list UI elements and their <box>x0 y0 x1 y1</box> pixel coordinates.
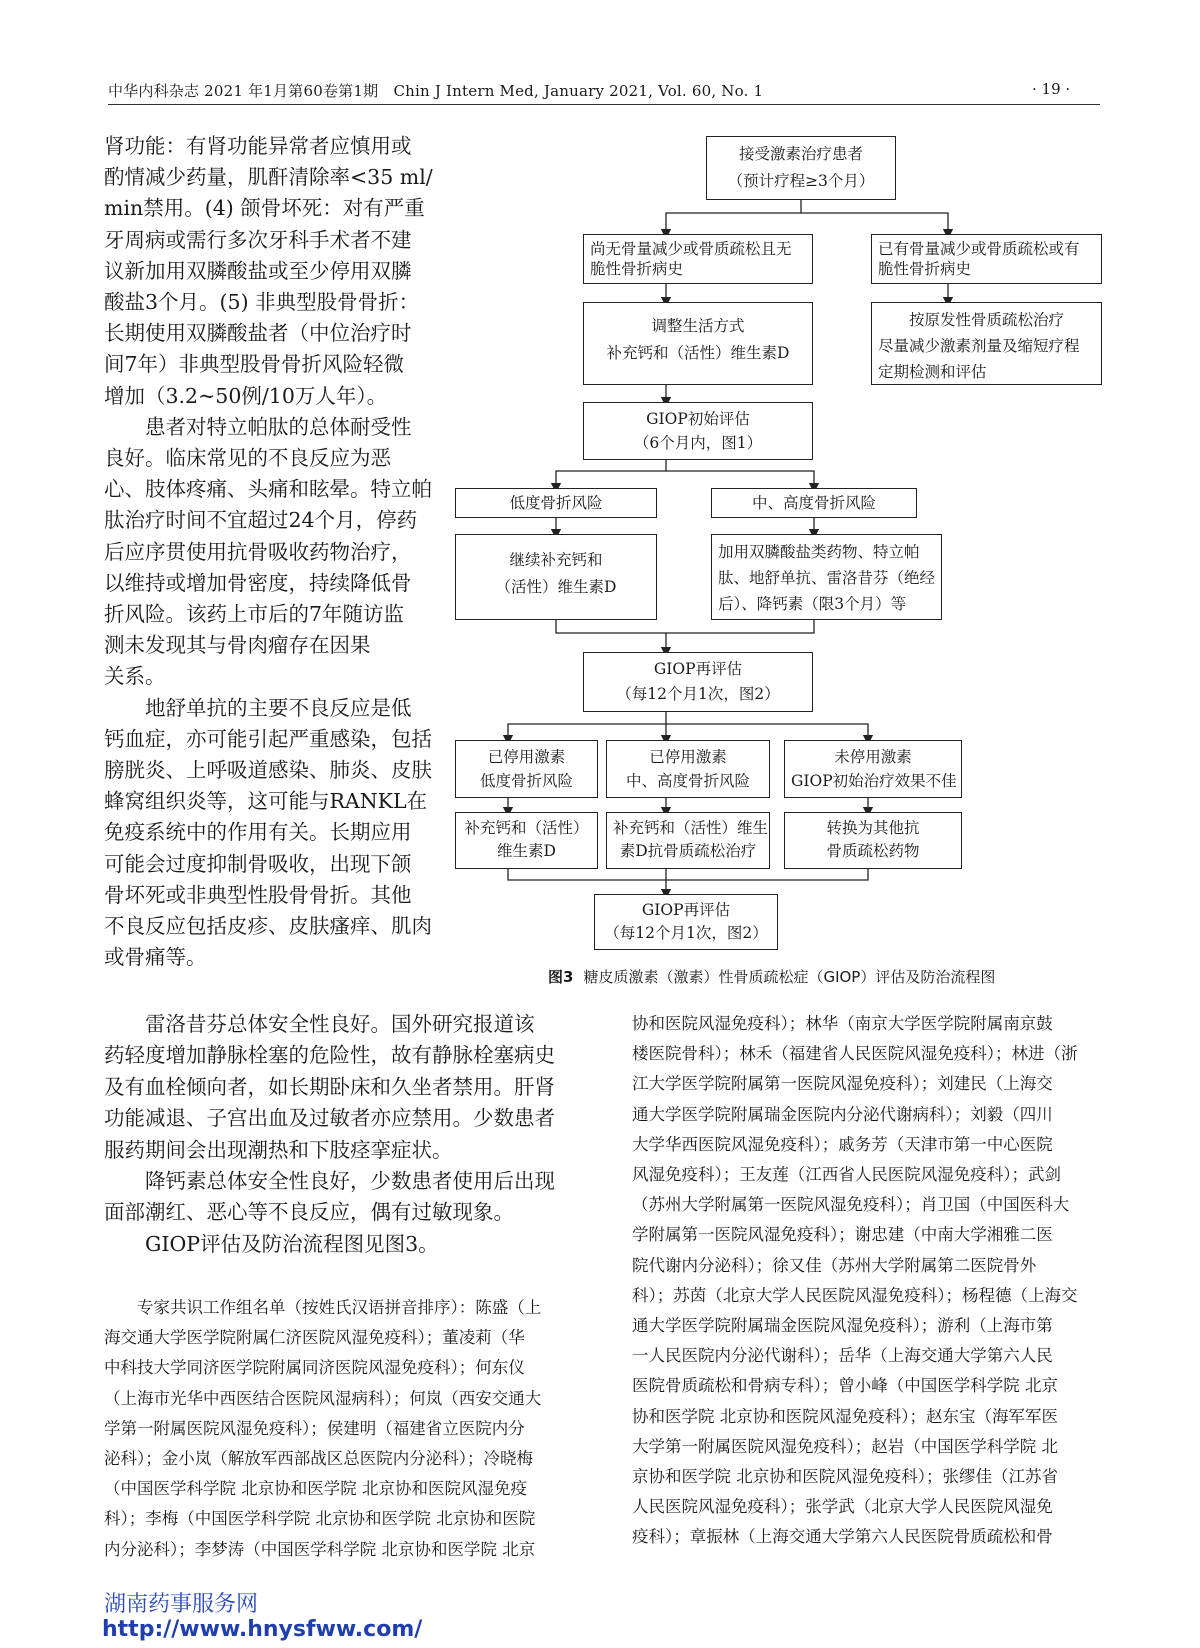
text-line: 增加（3.2~50例/10万人年）。 <box>104 383 388 408</box>
text-line: 或骨痛等。 <box>104 945 207 970</box>
text-line: 风湿免疫科）；王友莲（江西省人民医院风湿免疫科）；武剑 <box>632 1165 1061 1184</box>
text-line: 药轻度增加静脉栓塞的危险性，故有静脉栓塞病史 <box>104 1043 555 1068</box>
text-line: 降钙素总体安全性良好，少数患者使用后出现 <box>104 1169 555 1193</box>
flow-reeval-box-1: GIOP再评估 （每12个月1次，图2） <box>583 652 813 712</box>
figure-caption <box>548 966 995 987</box>
text-line: 服药期间会出现潮热和下肢痉挛症状。 <box>104 1137 453 1162</box>
flow-stopped-low-risk-box: 已停用激素 低度骨折风险 <box>455 740 598 798</box>
text-line: 大学第一附属医院风湿免疫科）；赵岩（中国医学科学院 北 <box>632 1436 1058 1456</box>
text-line: 科）；苏茵（北京大学人民医院风湿免疫科）；杨程德（上海交 <box>632 1285 1078 1305</box>
running-header: 中华内科杂志 2021 年1月第60卷第1期 Chin J Intern Med, January 2021, Vol. 60, No. 1 <box>108 82 764 100</box>
text-line: 良好。临床常见的不良反应为恶 <box>104 446 391 470</box>
text-line: 测未发现其与骨肉瘤存在因果 <box>104 633 371 658</box>
text-line: 钙血症，亦可能引起严重感染，包括 <box>104 726 432 751</box>
flow-low-risk-box: 低度骨折风险 <box>455 488 657 518</box>
text-line: 免疫系统中的作用有关。长期应用 <box>104 820 412 845</box>
text-line: 牙周病或需行多次牙科手术者不建 <box>104 227 412 252</box>
text-line: min禁用。(4) 颌骨坏死：对有严重 <box>104 196 425 221</box>
text-line: 学附属第一医院风湿免疫科）；谢忠建（中南大学湘雅二医 <box>632 1225 1053 1245</box>
text-line: 楼医院骨科）；林禾（福建省人民医院风湿免疫科）；林进（浙 <box>632 1044 1078 1064</box>
text-line: 院代谢内分泌科）；徐又佳（苏州大学附属第二医院骨外 <box>632 1255 1037 1275</box>
text-line: 通大学医学院附属瑞金医院风湿免疫科）；游利（上海市第 <box>632 1316 1053 1335</box>
text-line: 酌情减少药量，肌酐清除率<35 ml/ <box>104 165 433 190</box>
text-line: 疫科）；章振林（上海交通大学第六人民医院骨质疏松和骨 <box>632 1527 1053 1547</box>
text-line: 蜂窝组织炎等，这可能与RANKL在 <box>104 789 428 814</box>
text-line: 功能减退、子宫出血及过敏者亦应禁用。少数患者 <box>104 1106 555 1131</box>
text-line: 患者对特立帕肽的总体耐受性 <box>104 414 412 439</box>
watermark-url[interactable]: http://www.hnysfww.com/ <box>102 1617 423 1642</box>
flow-no-bone-loss-box: 尚无骨量减少或骨质疏松且无 脆性骨折病史 <box>583 234 813 284</box>
text-line: 面部潮红、恶心等不良反应，偶有过敏现象。 <box>104 1200 514 1225</box>
text-line: 京协和医学院 北京协和医院风湿免疫科）；张缪佳（江苏省 <box>632 1467 1058 1486</box>
text-line: 后应序贯使用抗骨吸收药物治疗， <box>104 539 412 564</box>
text-line: 协和医学院 北京协和医院风湿免疫科）；赵东宝（海军军医 <box>632 1406 1058 1426</box>
text-line: （上海市光华中西医结合医院风湿病科）；何岚（西安交通大 <box>104 1388 542 1408</box>
text-line: 专家共识工作组名单（按姓氏汉语拼音排序）：陈盛（上 <box>104 1298 542 1317</box>
text-line: 肾功能：有肾功能异常者应慎用或 <box>104 134 412 158</box>
text-line: （中国医学科学院 北京协和医学院 北京协和医院风湿免疫 <box>104 1479 527 1499</box>
text-line: 江大学医学院附属第一医院风湿免疫科）；刘建民（上海交 <box>632 1074 1053 1094</box>
text-line: 大学华西医院风湿免疫科）；戚务芳（天津市第一中心医院 <box>632 1134 1053 1154</box>
text-line: 肽治疗时间不宜超过24个月，停药 <box>104 508 418 533</box>
text-line: 不良反应包括皮疹、皮肤瘙痒、肌肉 <box>104 914 432 938</box>
flow-supplement-mid-box: 补充钙和（活性）维生 素D抗骨质疏松治疗 <box>606 812 770 869</box>
text-line: 雷洛昔芬总体安全性良好。国外研究报道该 <box>104 1012 535 1036</box>
figure-caption-text: 糖皮质激素（激素）性骨质疏松症（GIOP）评估及防治流程图 <box>583 968 996 986</box>
flow-switch-drug-box: 转换为其他抗 骨质疏松药物 <box>784 812 962 869</box>
text-line: 骨坏死或非典型性股骨骨折。其他 <box>104 882 412 907</box>
text-line: 酸盐3个月。(5) 非典型股骨骨折： <box>104 290 420 314</box>
text-line: 海交通大学医学院附属仁济医院风湿免疫科）；董凌莉（华 <box>104 1328 525 1348</box>
text-line: 及有血栓倾向者，如长期卧床和久坐者禁用。肝肾 <box>104 1074 555 1099</box>
flow-has-bone-loss-box: 已有骨量减少或骨质疏松或有 脆性骨折病史 <box>871 234 1102 284</box>
flow-stopped-mid-risk-box: 已停用激素 中、高度骨折风险 <box>606 740 770 798</box>
watermark-site-name: 湖南药事服务网 <box>104 1592 259 1617</box>
text-line: 可能会过度抑制骨吸收，出现下颌 <box>104 851 412 876</box>
figure-label: 图3 <box>548 968 574 986</box>
text-line: 以维持或增加骨密度，持续降低骨 <box>104 570 412 595</box>
flow-continue-calcium-box: 继续补充钙和 （活性）维生素D <box>455 534 657 620</box>
text-line: 人民医院风湿免疫科）；张学武（北京大学人民医院风湿免 <box>632 1497 1053 1517</box>
flow-initial-eval-box: GIOP初始评估 （6个月内，图1） <box>583 402 813 460</box>
text-line: 科）；李梅（中国医学科学院 北京协和医学院 北京协和医院 <box>104 1509 536 1529</box>
flow-add-drugs-box: 加用双膦酸盐类药物、特立帕 肽、地舒单抗、雷洛昔芬（绝经 后）、降钙素（限3个月）等 <box>711 534 942 620</box>
text-line: （苏州大学附属第一医院风湿免疫科）；肖卫国（中国医科大 <box>632 1195 1070 1215</box>
text-line: 通大学医学院附属瑞金医院内分泌代谢病科）；刘毅（四川 <box>632 1104 1053 1124</box>
text-line: 泌科）；金小岚（解放军西部战区总医院内分泌科）；冷晓梅 <box>104 1449 533 1468</box>
text-line: 协和医院风湿免疫科）；林华（南京大学医学院附属南京鼓 <box>632 1014 1053 1033</box>
text-line: 关系。 <box>104 664 166 689</box>
text-line: 地舒单抗的主要不良反应是低 <box>104 695 412 720</box>
flow-primary-treatment-box: 按原发性骨质疏松治疗 尽量减少激素剂量及缩短疗程 定期检测和评估 <box>871 302 1102 385</box>
flow-supplement-low-box: 补充钙和（活性） 维生素D <box>455 812 598 869</box>
text-line: 间7年）非典型股骨骨折风险轻微 <box>104 352 405 377</box>
text-line: GIOP评估及防治流程图见图3。 <box>104 1231 439 1256</box>
text-line: 一人民医院内分泌代谢科）；岳华（上海交通大学第六人民 <box>632 1346 1053 1366</box>
text-line: 内分泌科）；李梦涛（中国医学科学院 北京协和医学院 北京 <box>104 1539 536 1559</box>
flow-not-stopped-box: 未停用激素 GIOP初始治疗效果不佳 <box>784 740 962 798</box>
text-line: 长期使用双膦酸盐者（中位治疗时 <box>104 321 412 346</box>
text-line: 医院骨质疏松和骨病专科）；曾小峰（中国医学科学院 北京 <box>632 1376 1058 1396</box>
text-line: 心、肢体疼痛、头痛和眩晕。特立帕 <box>104 477 432 502</box>
flow-mid-high-risk-box: 中、高度骨折风险 <box>711 488 917 518</box>
page-number: · 19 · <box>1032 80 1071 98</box>
text-line: 中科技大学同济医学院附属同济医院风湿免疫科）；何东仪 <box>104 1358 525 1378</box>
text-line: 议新加用双膦酸盐或至少停用双膦 <box>104 258 412 283</box>
flow-reeval-box-2: GIOP再评估 （每12个月1次，图2） <box>594 894 778 950</box>
flow-lifestyle-box: 调整生活方式 补充钙和（活性）维生素D <box>583 302 813 385</box>
text-line: 折风险。该药上市后的7年随访监 <box>104 602 405 626</box>
text-line: 学第一附属医院风湿免疫科）；侯建明（福建省立医院内分 <box>104 1418 525 1438</box>
flow-start-box: 接受激素治疗患者 （预计疗程≥3个月） <box>706 136 896 200</box>
text-line: 膀胱炎、上呼吸道感染、肺炎、皮肤 <box>104 758 432 782</box>
